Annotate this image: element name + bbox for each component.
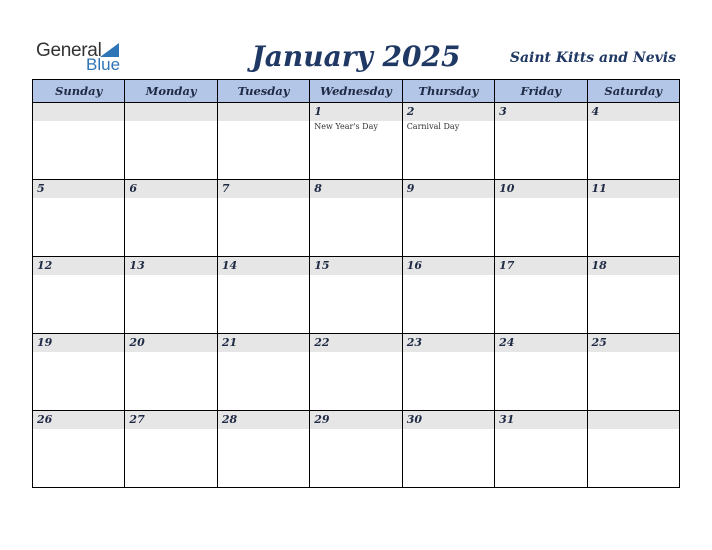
day-cell	[587, 334, 679, 411]
calendar-title: January 2025	[251, 40, 461, 73]
day-number: 2	[403, 103, 494, 121]
day-number	[218, 103, 309, 121]
day-cell	[495, 334, 587, 411]
day-number: 17	[495, 257, 586, 275]
day-cell	[587, 257, 679, 334]
day-number	[588, 411, 679, 429]
country-name: Saint Kitts and Nevis	[509, 50, 676, 66]
day-cell	[310, 103, 402, 180]
weekday-wednesday: Wednesday	[310, 80, 402, 103]
weekday-monday: Monday	[125, 80, 217, 103]
day-number: 29	[310, 411, 401, 429]
day-cell	[125, 103, 217, 180]
day-cell	[310, 180, 402, 257]
day-cell	[495, 257, 587, 334]
day-cell	[33, 334, 125, 411]
weekday-header-row	[33, 80, 680, 103]
day-cell	[495, 411, 587, 488]
day-cell	[310, 411, 402, 488]
day-cell	[33, 180, 125, 257]
day-cell	[587, 411, 679, 488]
day-number	[125, 103, 216, 121]
day-number: 11	[588, 180, 679, 198]
generalblue-logo	[36, 40, 136, 74]
logo-blue-text: Blue	[86, 55, 121, 74]
day-number: 24	[495, 334, 586, 352]
day-cell	[217, 411, 309, 488]
week-row	[33, 334, 680, 411]
day-number: 1	[310, 103, 401, 121]
weekday-thursday: Thursday	[402, 80, 494, 103]
day-cell	[217, 180, 309, 257]
day-number: 7	[218, 180, 309, 198]
day-cell	[217, 334, 309, 411]
day-number: 5	[33, 180, 124, 198]
day-number: 19	[33, 334, 124, 352]
day-number: 6	[125, 180, 216, 198]
day-number: 31	[495, 411, 586, 429]
day-number: 8	[310, 180, 401, 198]
week-row	[33, 180, 680, 257]
day-number: 15	[310, 257, 401, 275]
day-number: 3	[495, 103, 586, 121]
day-cell	[125, 411, 217, 488]
day-number: 14	[218, 257, 309, 275]
day-number: 4	[588, 103, 679, 121]
day-cell	[33, 103, 125, 180]
weekday-tuesday: Tuesday	[217, 80, 309, 103]
day-cell	[125, 257, 217, 334]
day-cell	[217, 257, 309, 334]
logo-general-text: General	[36, 40, 102, 61]
day-number: 9	[403, 180, 494, 198]
day-cell	[495, 180, 587, 257]
day-number: 26	[33, 411, 124, 429]
day-number: 21	[218, 334, 309, 352]
day-cell	[587, 103, 679, 180]
day-number: 18	[588, 257, 679, 275]
day-cell	[33, 411, 125, 488]
weekday-saturday: Saturday	[587, 80, 679, 103]
day-cell	[495, 103, 587, 180]
day-cell	[310, 334, 402, 411]
weekday-friday: Friday	[495, 80, 587, 103]
day-cell	[33, 257, 125, 334]
day-cell	[125, 334, 217, 411]
day-cell	[402, 103, 494, 180]
weekday-sunday: Sunday	[33, 80, 125, 103]
day-number: 13	[125, 257, 216, 275]
day-cell	[402, 180, 494, 257]
holiday-label: Carnival Day	[406, 122, 460, 131]
day-number: 27	[125, 411, 216, 429]
day-number	[33, 103, 124, 121]
week-row	[33, 257, 680, 334]
day-cell	[402, 411, 494, 488]
day-number: 28	[218, 411, 309, 429]
calendar-grid	[32, 79, 680, 488]
day-cell	[125, 180, 217, 257]
day-cell	[217, 103, 309, 180]
day-number: 12	[33, 257, 124, 275]
day-number: 22	[310, 334, 401, 352]
holiday-label: New Year's Day	[314, 122, 378, 131]
week-row	[33, 103, 680, 180]
day-number: 10	[495, 180, 586, 198]
day-number: 16	[403, 257, 494, 275]
week-row	[33, 411, 680, 488]
day-cell	[402, 257, 494, 334]
day-cell	[587, 180, 679, 257]
day-cell	[310, 257, 402, 334]
day-cell	[402, 334, 494, 411]
day-number: 23	[403, 334, 494, 352]
day-number: 20	[125, 334, 216, 352]
day-number: 30	[403, 411, 494, 429]
day-number: 25	[588, 334, 679, 352]
